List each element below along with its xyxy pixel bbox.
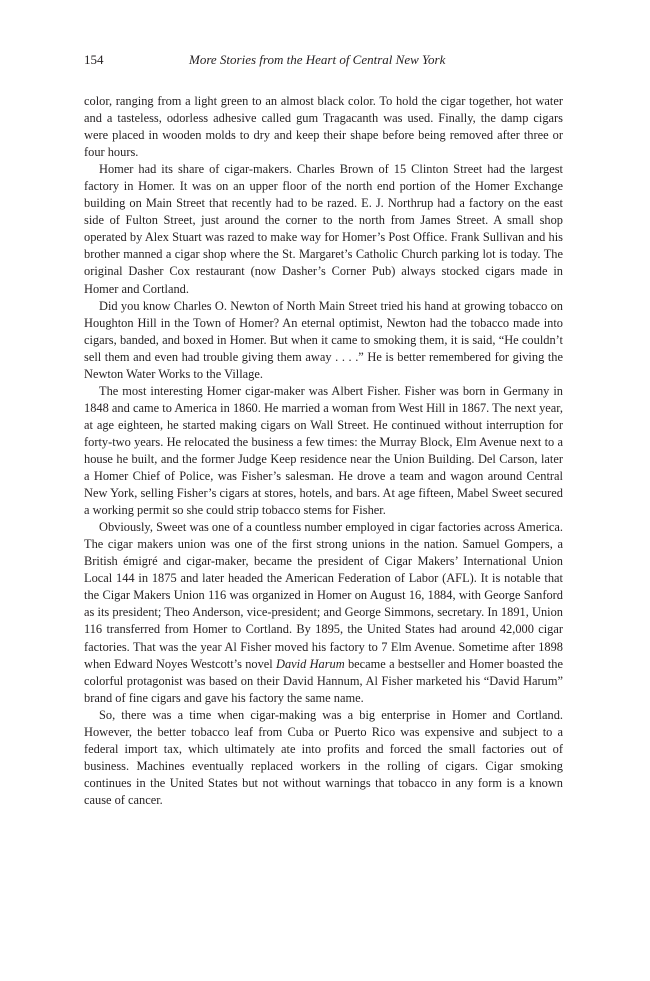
paragraph-3 xyxy=(84,298,563,383)
paragraph-4 xyxy=(84,383,563,519)
book-title: David Harum xyxy=(276,656,345,671)
paragraph-text: Did you know Charles O. Newton of North Main Street tried his hand at growing tobacco on Houghton Hill in the Town of Homer? An eternal optimist, Newton had the tobacco made into cigars, banded, and boxed in Homer. But when it came to smoking them, it is said, “He couldn’t sell them and even had trouble giving them away . . . .” He is better remembered for giving the Newton Water Works to the Village. xyxy=(84,298,563,381)
paragraph-text: became a bestseller and Homer boasted the colorful protagonist was based on their David Hannum, Al Fisher marketed his “David Harum” brand of fine cigars and gave his factory the same name. xyxy=(84,656,563,705)
running-title: More Stories from the Heart of Central New York xyxy=(189,52,446,67)
paragraph-5 xyxy=(84,519,563,707)
paragraph-1 xyxy=(84,93,563,161)
paragraph-6 xyxy=(84,707,563,809)
paragraph-text: The most interesting Homer cigar-maker was Albert Fisher. Fisher was born in Germany in 1848 and came to America in 1860. He married a woman from West Hill in 1867. The next year, at age eighteen, he started making cigars on Wall Street. He continued without interruption for forty-two years. He relocated the business a few times: the Murray Block, Elm Avenue next to a house he built, and the former Judge Keep residence near the Union Building. Del Carson, later a Homer Chief of Police, was Fisher’s salesman. He drove a team and wagon around Central New York, selling Fisher’s cigars at stores, hotels, and bars. At age fifteen, Mabel Sweet secured a working permit so she could strip tobacco stems for Fisher. xyxy=(84,383,563,518)
book-page xyxy=(84,52,563,809)
paragraph-text: Homer had its share of cigar-makers. Charles Brown of 15 Clinton Street had the largest factory in Homer. It was on an upper floor of the north end portion of the Homer Exchange building on Main Street that recently had to be razed. E. J. Northrup had a factory on the east side of Fulton Street, just around the corner to the north from James Street. A small shop operated by Alex Stuart was razed to make way for Homer’s Post Office. Frank Sullivan and his brother manned a cigar shop where the St. Margaret’s Catholic Church parking lot is today. The original Dasher Cox restaurant (now Dasher’s Corner Pub) always stocked cigars made in Homer and Cortland. xyxy=(84,162,563,296)
page-number: 154 xyxy=(84,52,104,67)
paragraph-text: Obviously, Sweet was one of a countless number employed in cigar factories across America. The cigar makers union was one of the first strong unions in the nation. Samuel Gompers, a British émigré and cigar-maker, became the president of Cigar Makers’ International Union Local 144 in 1875 and later headed the American Federation of Labor (AFL). It is notable that the Cigar Makers Union 116 was organized in Homer on August 16, 1884, with George Sanford as its president; Theo Anderson, vice-president; and George Simmons, secretary. In 1891, Union 116 transferred from Homer to Cortland. By 1895, the United States had around 42,000 cigar factories. That was the year Al Fisher moved his factory to 7 Elm Avenue. Sometime after 1898 when Edward Noyes Westcott’s novel xyxy=(84,520,563,671)
paragraph-text: So, there was a time when cigar-making was a big enterprise in Homer and Cortland. However, the better tobacco leaf from Cuba or Puerto Rico was expensive and subject to a federal import tax, which ultimately ate into profits and forced the small factories out of business. Machines eventually replaced workers in the rolling of cigars. Cigar smoking continues in the United States but not without warnings that tobacco in any form is a known cause of cancer. xyxy=(84,707,563,807)
paragraph-text: color, ranging from a light green to an almost black color. To hold the cigar together, hot water and a tasteless, odorless adhesive called gum Tragacanth was used. Finally, the damp cigars were placed in wooden molds to dry and keep their shape before being removed after three or four hours. xyxy=(84,94,563,160)
paragraph-2 xyxy=(84,161,563,297)
running-head xyxy=(84,52,563,72)
body-text xyxy=(84,93,563,809)
